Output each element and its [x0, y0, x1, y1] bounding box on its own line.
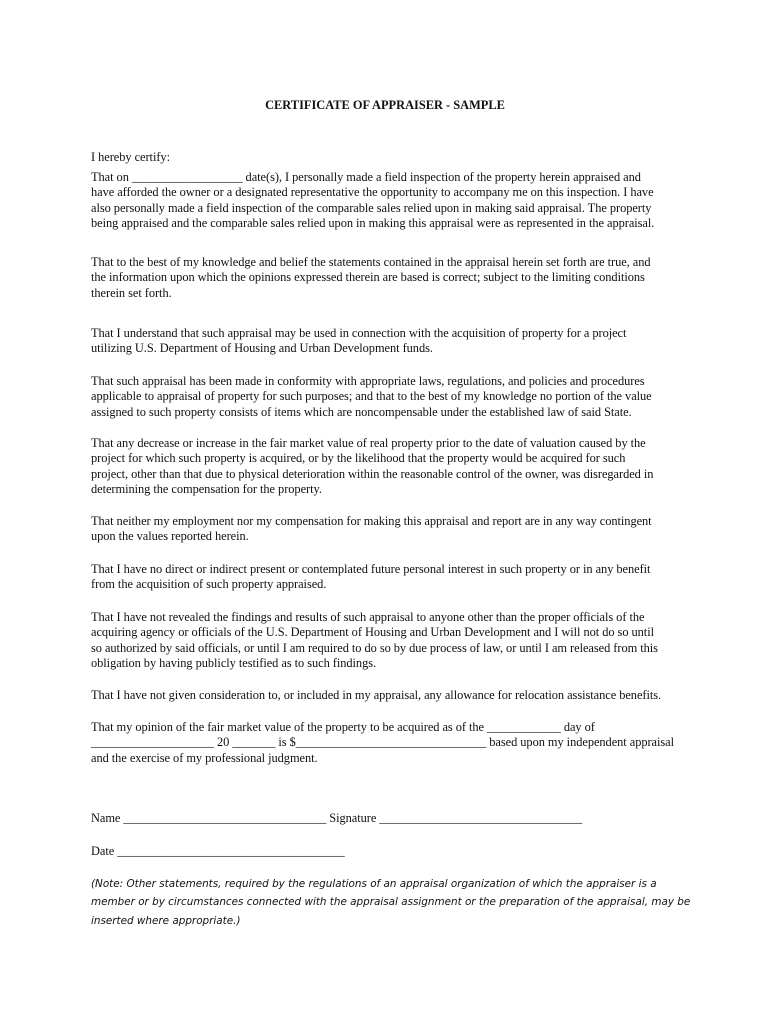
text-line: assigned to such property consists of items which are noncompensable under the established law of said State.	[91, 404, 632, 419]
text-line: That I understand that such appraisal may be used in connection with the acquisition of property for a project	[91, 326, 627, 340]
note-line: member or by circumstances connected with the appraisal assignment or the preparation of the appraisal, may be	[91, 896, 691, 909]
intro-line: I hereby certify:	[91, 150, 170, 164]
text-line: utilizing U.S. Department of Housing and Urban Development funds.	[91, 341, 433, 356]
text-line: That such appraisal has been made in conformity with appropriate laws, regulations, and policies and procedures	[91, 374, 645, 388]
signature-row	[91, 811, 681, 826]
text-line: and the exercise of my professional judgment.	[91, 750, 318, 765]
text-line: That I have no direct or indirect present or contemplated future personal interest in such property or in any benefit	[91, 562, 651, 576]
paragraph-hud-funds	[91, 326, 681, 357]
text-line: have afforded the owner or a designated representative the opportunity to accompany me on this inspection. I have	[91, 185, 654, 200]
paragraph-compensation	[91, 514, 681, 545]
text-line: acquiring agency or officials of the U.S. Department of Housing and Urban Development and I will not do so until	[91, 625, 654, 640]
text-line: being appraised and the comparable sales relied upon in making this appraisal were as represented in the appraisal.	[91, 215, 655, 230]
paragraph-conformity	[91, 374, 681, 420]
note-line: (Note: Other statements, required by the regulations of an appraisal organization of which the appraiser is a	[91, 878, 657, 890]
text-line: project for which such property is acquired, or by the likelihood that the property would be acquired for such	[91, 451, 626, 466]
paragraph-field-inspection	[91, 170, 681, 231]
text-line: applicable to appraisal of property for such purposes; and that to the best of my knowledge no portion of the value	[91, 389, 652, 404]
paragraph-knowledge-belief	[91, 255, 681, 301]
text-line: upon the values reported herein.	[91, 529, 249, 544]
text-line: That my opinion of the fair market value of the property to be acquired as of the ____________ day of	[91, 720, 595, 734]
text-line: therein set forth.	[91, 285, 172, 300]
text-line: obligation by having publicly testified as to such findings.	[91, 655, 377, 670]
paragraph-no-interest	[91, 562, 681, 593]
text-line: ____________________ 20 _______ is $_______________________________ based upon my independent appraisal	[91, 735, 675, 750]
paragraph-relocation	[91, 688, 681, 703]
text-line: project, other than that due to physical deterioration within the reasonable control of the owner, was disregarded in	[91, 466, 654, 481]
paragraph-opinion-value	[91, 720, 681, 766]
note-text	[91, 875, 691, 930]
text-line: also personally made a field inspection of the comparable sales relied upon in making said appraisal. The property	[91, 200, 652, 215]
note-line: inserted where appropriate.)	[91, 914, 241, 927]
name-signature-line: Name _________________________________ Signature _________________________________	[91, 811, 583, 825]
paragraph-market-value-change	[91, 436, 681, 497]
text-line: That on __________________ date(s), I personally made a field inspection of the property herein appraised and	[91, 170, 641, 184]
paragraph-confidentiality	[91, 610, 681, 671]
intro-text	[91, 150, 681, 165]
text-line: determining the compensation for the property.	[91, 481, 322, 496]
text-line: That I have not revealed the findings and results of such appraisal to anyone other than the proper officials of the	[91, 610, 645, 624]
text-line: from the acquisition of such property appraised.	[91, 577, 327, 592]
text-line: That any decrease or increase in the fair market value of real property prior to the date of valuation caused by the	[91, 436, 646, 450]
text-line: That to the best of my knowledge and belief the statements contained in the appraisal herein set forth are true, and	[91, 255, 651, 269]
date-row	[91, 844, 681, 859]
text-line: the information upon which the opinions expressed therein are based is correct; subject to the limiting conditions	[91, 270, 645, 285]
date-line: Date _____________________________________	[91, 844, 345, 858]
text-line: That neither my employment nor my compensation for making this appraisal and report are in any way contingent	[91, 514, 652, 528]
text-line: so authorized by said officials, or until I am required to do so by due process of law, or until I am released from this	[91, 640, 658, 655]
text-line: That I have not given consideration to, or included in my appraisal, any allowance for relocation assistance benefits.	[91, 688, 662, 702]
document-title: CERTIFICATE OF APPRAISER - SAMPLE	[265, 98, 505, 112]
